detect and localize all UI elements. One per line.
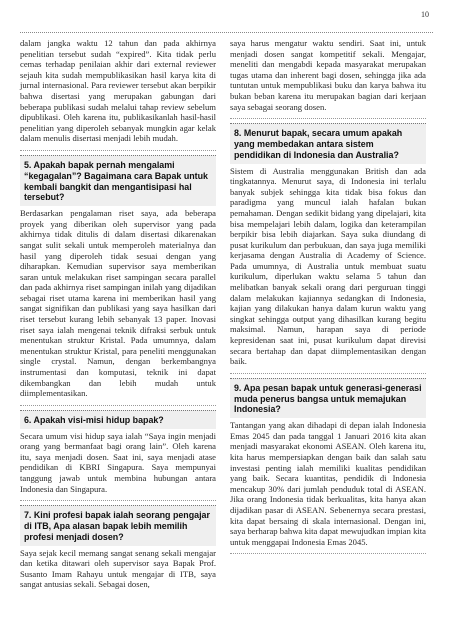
section-divider (230, 118, 426, 119)
question-6-heading-band (20, 410, 216, 429)
question-5-heading: 5. Apakah bapak pernah mengalami “kegagalan”? Bagaimana cara Bapak untuk kembali bangkit dan mengantisipasi hal tersebut? (24, 159, 208, 203)
left-column (20, 38, 216, 590)
answer-8-paragraph: Sistem di Australia menggunakan British dan ada tingkatannya. Menurut saya, di Indonesia ini terlalu banyak subjek sehingga kita tidak bisa fokus dan paradigma yang muncul ialah hafalan bukan pemahaman. Dengan sedikit bidang yang dipelajari, kita bisa mempelajari lebih dalam, logika dan keterampilan berpikir bisa lebih diajarkan. Saya suka diundang di pusat kurikulum dan perbukuan, dan saya juga memiliki kerjasama dengan Australia di Academy of Science. Pada umumnya, di Australia untuk membuat suatu kurikulum, diperlukan waktu selama 5 tahun dan melibatkan banyak sekali orang dari perguruan tinggi dalam melakukan kajiannya sedangkan di Indonesia, kajian yang dilakukan hanya dalam kurun waktu yang singkat sehingga output yang dihasilkan kurang begitu maksimal. Namun, harapan saya di periode kepresidenan saat ini, pusat kurikulum dapat direvisi secara bertahap dan dapat diimplementasikan dengan baik. (230, 165, 426, 367)
top-divider (20, 32, 433, 33)
answer-7-paragraph: Saya sejak kecil memang sangat senang sekali mengajar dan ketika ditawari oleh supervisor saya Bapak Prof. Susanto Imam Rahayu untuk mengajar di ITB, saya sangat antusias sekali. Sebagai dosen, (20, 547, 216, 590)
question-8-heading: 8. Menurut bapak, secara umum apakah yang membedakan antara sistem pendidikan di Indonesia dan Australia? (234, 128, 403, 160)
question-9-heading-band (230, 378, 426, 418)
question-7-heading-band (20, 505, 216, 545)
question-6-heading: 6. Apakah visi-misi hidup bapak? (24, 414, 164, 425)
section-divider (20, 405, 216, 406)
question-8-heading-band (230, 123, 426, 163)
page-number: 10 (421, 10, 429, 19)
answer-5-paragraph: Berdasarkan pengalaman riset saya, ada beberapa proyek yang diberikan oleh supervisor yang pada akhirnya tidak ditulis di dalam disertasi dikarenakan sangat sulit sekali untuk memperoleh materialnya dan hasil yang diperoleh tidak sesuai dengan yang diharapkan. Kemudian supervisor saya memberikan saran untuk melakukan riset sampingan secara parallel dan pada akhirnya riset sampingan inilah yang dijadikan sebagai riset utama karena ini memberikan hasil yang sangat signifikan dan publikasi yang saya hasilkan dari riset tersebut kurang lebih sebanyak 13 paper. Inovasi riset saya ialah mengenai teknik difraksi serbuk untuk menentukan struktur Kristal. Pada umumnya, dalam menentukan struktur Kristal, para peneliti menggunakan single crystal. Namun, dengan berkembangnya instrumentasi dan komputasi, teknik ini dapat dikembangkan dan lebih mudah untuk diimplementasikan. (20, 208, 216, 399)
question-7-heading: 7. Kini profesi bapak ialah seorang pengajar di ITB, Apa alasan bapak lebih memilih profesi menjadi dosen? (24, 510, 210, 542)
answer-6-paragraph: Secara umum visi hidup saya ialah “Saya ingin menjadi orang yang bermanfaat bagi orang lain”. Oleh karena itu, saya menjadi dosen. Saat ini, saya menjadi atase pendidikan di KBRI Singapura. Saya mempunyai tanggung jawab untuk membina hubungan antara Indonesia dan Singapura. (20, 430, 216, 494)
section-divider (20, 500, 216, 501)
left-intro-paragraph: dalam jangka waktu 12 tahun dan pada akhirnya penelitian tersebut sudah “expired”. Kita tidak perlu cemas terhadap penilaian akhir dari external reviewer sejauh kita sudah mempublikasikan hasil karya kita di jurnal internasional. Para reviewer tersebut akan berpikir bahwa disertasi yang merupakan gabungan dari beberapa publikasi sudah melalui tahap review sebelum dipublikasi. Oleh karena itu, publikasikanlah hasil-hasil penelitian yang diperoleh sebanyak mungkin agar kelak dalam menulis disertasi menjadi lebih mudah. (20, 38, 216, 144)
section-divider (230, 373, 426, 374)
right-intro-paragraph: saya harus mengatur waktu sendiri. Saat ini, untuk menjadi dosen sangat kompetitif sekali. Mengajar, meneliti dan mengabdi kepada masyarakat merupakan tugas utama dan inherent bagi dosen, sehingga jika ada tuntutan untuk mempublikasi buku dan karya bahwa itu bukan beban karena itu merupakan bagian dari kerjaan saya sebagai seorang dosen. (230, 38, 426, 112)
section-divider (230, 553, 426, 554)
answer-9-paragraph: Tantangan yang akan dihadapi di depan ialah Indonesia Emas 2045 dan pada tanggal 1 Januari 2016 kita akan menjadi masyarakat ekonomi ASEAN. Oleh karena itu, kita harus mempersiapkan dengan baik dan salah satu investasi penting ialah memiliki kualitas pendidikan yang baik. Secara kuantitas, pendidik di Indonesia mencakup 30% dari jumlah penduduk total di ASEAN. Jika orang Indonesia tidak berkualitas, kita hanya akan dijadikan pasar di ASEAN. Sebenernya secara prestasi, kita dapat bersaing di skala internasional. Dengan ini, saya berharap bahwa kita dapat mewujudkan impian kita untuk menggapai Indonesia Emas 2045. (230, 420, 426, 547)
section-divider (20, 150, 216, 151)
question-9-heading: 9. Apa pesan bapak untuk generasi-generasi muda penerus bangsa untuk memajukan Indonesia? (234, 382, 422, 415)
right-column (230, 38, 426, 554)
question-5-heading-band (20, 155, 216, 206)
